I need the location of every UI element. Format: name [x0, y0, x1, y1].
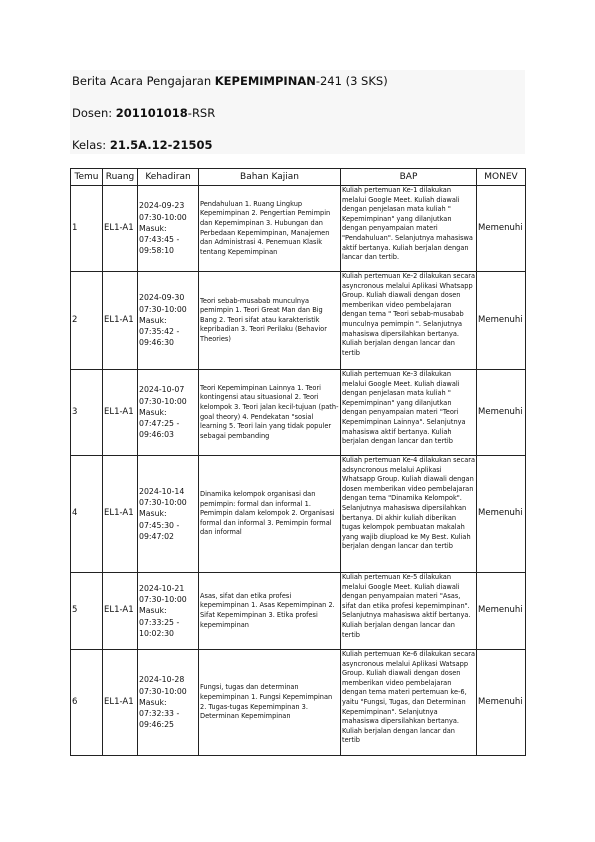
- cell-bahan-kajian: Asas, sifat dan etika profesi kepemimpinan 1. Asas Kepemimpinan 2. Sifat Kepemimpinan 3. Etika profesi kepemimpinan: [199, 573, 341, 650]
- att-date: 2024-10-07: [139, 385, 185, 395]
- cell-bap: Kuliah pertemuan Ke-5 dilakukan melalui Google Meet. Kuliah diawali dengan penyampaian materi "Asas, sifat dan etika profesi kepemimpinan". Selanjutnya mahasiswa aktif bertanya. Kuliah berjalan dengan lancar dan tertib: [341, 573, 477, 650]
- cell-bahan-kajian: Pendahuluan 1. Ruang Lingkup Kepemimpinan 2. Pengertian Pemimpin dan Kepemimpinan 3. Hubungan dan Perbedaan Kepemimpinan, Manajemen dan Administrasi 4. Penemuan Klasik tentang Kepemimpinan: [199, 186, 341, 272]
- lecturer-code: 201101018: [115, 106, 188, 120]
- cell-monev: Memenuhi: [477, 650, 526, 756]
- cell-ruang: EL1-A1: [103, 650, 138, 756]
- table-row: [71, 272, 526, 370]
- att-masuk: 07:33:25 -: [139, 617, 180, 627]
- table-header-row: [71, 169, 526, 186]
- cell-bahan-kajian: Teori sebab-musabab munculnya pemimpin 1. Teori Great Man dan Big Bang 2. Teori sifat atau karakteristik kepribadian 3. Teori Perilaku (Behavior Theories): [199, 272, 341, 370]
- cell-ruang: EL1-A1: [103, 573, 138, 650]
- cell-kehadiran: [138, 272, 199, 370]
- att-date: 2024-10-28: [139, 675, 185, 685]
- cell-bahan-kajian: Dinamika kelompok organisasi dan pemimpin: formal dan informal 1. Pemimpin dalam kelompok 2. Organisasi formal dan informal 3. Pemimpin formal dan informal: [199, 456, 341, 573]
- lecturer-line: [72, 106, 215, 120]
- cell-monev: Memenuhi: [477, 456, 526, 573]
- att-time: 07:30-10:00: [139, 686, 187, 696]
- col-header-bap: BAP: [341, 169, 477, 186]
- cell-bap: Kuliah pertemuan Ke-1 dilakukan melalui Google Meet. Kuliah diawali dengan penjelasan mata kuliah " Kepemimpinan" yang dilanjutkan dengan penyampaian materi "Pendahuluan". Selanjutnya mahasiswa aktif bertanya. Kuliah berjalan dengan lancar dan tertib.: [341, 186, 477, 272]
- cell-bap: Kuliah pertemuan Ke-2 dilakukan secara asyncronous melalui Aplikasi Whatsapp Group. Kuliah diawali dengan dosen memberikan video pembelajaran dengan tema " Teori sebab-musabab munculnya pemimpin ". Selanjutnya mahasiswa dipersilahkan bertanya. Kuliah berjalan dengan lancar dan tertib: [341, 272, 477, 370]
- cell-temu: 3: [71, 370, 103, 456]
- course-title: [72, 74, 388, 88]
- document-header: [70, 70, 525, 154]
- att-keluar: 09:47:02: [139, 531, 175, 541]
- cell-kehadiran: [138, 573, 199, 650]
- table-row: [71, 186, 526, 272]
- table-row: [71, 650, 526, 756]
- col-header-bahan-kajian: Bahan Kajian: [199, 169, 341, 186]
- cell-monev: Memenuhi: [477, 370, 526, 456]
- att-masuk: 07:43:45 -: [139, 235, 180, 245]
- col-header-ruang: Ruang: [103, 169, 138, 186]
- att-masuk: 07:47:25 -: [139, 419, 180, 429]
- cell-ruang: EL1-A1: [103, 272, 138, 370]
- att-masuk: 07:32:33 -: [139, 709, 180, 719]
- cell-temu: 4: [71, 456, 103, 573]
- att-masuk-label: Masuk:: [139, 697, 167, 707]
- class-code: 21.5A.12-21505: [109, 138, 213, 152]
- cell-ruang: EL1-A1: [103, 186, 138, 272]
- cell-temu: 5: [71, 573, 103, 650]
- class-line: [72, 138, 212, 152]
- col-header-kehadiran: Kehadiran: [138, 169, 199, 186]
- cell-kehadiran: [138, 650, 199, 756]
- table-row: [71, 456, 526, 573]
- cell-monev: Memenuhi: [477, 573, 526, 650]
- att-keluar: 09:46:30: [139, 338, 175, 348]
- att-time: 07:30-10:00: [139, 498, 187, 508]
- table-row: [71, 573, 526, 650]
- att-masuk-label: Masuk:: [139, 509, 167, 519]
- cell-bahan-kajian: Teori Kepemimpinan Lainnya 1. Teori kontingensi atau situasional 2. Teori kelompok 3. Teori jalan kecil-tujuan (path-goal theory) 4. Pendekatan "sosial learning 5. Teori lain yang tidak populer sebagai pembanding: [199, 370, 341, 456]
- att-masuk: 07:45:30 -: [139, 520, 180, 530]
- att-keluar: 09:46:03: [139, 430, 175, 440]
- cell-kehadiran: [138, 456, 199, 573]
- cell-monev: Memenuhi: [477, 272, 526, 370]
- att-masuk-label: Masuk:: [139, 223, 167, 233]
- att-masuk-label: Masuk:: [139, 315, 167, 325]
- cell-temu: 1: [71, 186, 103, 272]
- teaching-log-table: [70, 168, 526, 756]
- att-date: 2024-10-21: [139, 583, 185, 593]
- table-row: [71, 370, 526, 456]
- cell-bap: Kuliah pertemuan Ke-6 dilakukan secara asyncronous melalui Aplikasi Watsapp Group. Kuliah diawali dengan dosen memberikan video pembelajaran dengan tema materi pertemuan ke-6, yaitu "Fungsi, Tugas, dan Determinan Kepemimpinan". Selanjutnya mahasiswa dipersilahkan bertanya. Kuliah berjalan dengan lancar dan tertib: [341, 650, 477, 756]
- att-date: 2024-09-30: [139, 293, 185, 303]
- att-date: 2024-09-23: [139, 201, 185, 211]
- class-label: Kelas:: [72, 138, 110, 152]
- course-title-suffix: -241 (3 SKS): [315, 74, 388, 88]
- att-masuk-label: Masuk:: [139, 606, 167, 616]
- cell-kehadiran: [138, 370, 199, 456]
- col-header-temu: Temu: [71, 169, 103, 186]
- att-time: 07:30-10:00: [139, 304, 187, 314]
- cell-monev: Memenuhi: [477, 186, 526, 272]
- cell-bahan-kajian: Fungsi, tugas dan determinan kepemimpinan 1. Fungsi Kepemimpinan 2. Tugas-tugas Kepemimpinan 3. Determinan Kepemimpinan: [199, 650, 341, 756]
- lecturer-suffix: -RSR: [187, 106, 216, 120]
- att-time: 07:30-10:00: [139, 595, 187, 605]
- cell-temu: 2: [71, 272, 103, 370]
- att-time: 07:30-10:00: [139, 396, 187, 406]
- cell-ruang: EL1-A1: [103, 456, 138, 573]
- att-keluar: 10:02:30: [139, 628, 175, 638]
- att-masuk: 07:35:42 -: [139, 327, 180, 337]
- att-date: 2024-10-14: [139, 486, 185, 496]
- cell-bap: Kuliah pertemuan Ke-3 dilakukan melalui Google Meet. Kuliah diawali dengan penjelasan mata kuliah " Kepemimpinan" yang dilanjutkan dengan penyampaian materi "Teori Kepemimpinan Lainnya". Selanjutnya mahasiswa aktif bertanya. Kuliah berjalan dengan lancar dan tertib: [341, 370, 477, 456]
- att-keluar: 09:58:10: [139, 246, 175, 256]
- lecturer-label: Dosen:: [72, 106, 116, 120]
- cell-temu: 6: [71, 650, 103, 756]
- course-title-prefix: Berita Acara Pengajaran: [72, 74, 215, 88]
- course-name: KEPEMIMPINAN: [214, 74, 316, 88]
- cell-bap: Kuliah pertemuan Ke-4 dilakukan secara adsyncronous melalui Aplikasi Whatsapp Group. Kuliah diawali dengan dosen memberikan video pembelajaran dengan tema "Dinamika Kelompok". Selanjutnya mahasiswa dipersilahkan bertanya. Di akhir kuliah diberikan tugas kelompok pembuatan makalah yang wajib diupload ke My Best. Kuliah berjalan dengan lancar dan tertib: [341, 456, 477, 573]
- att-keluar: 09:46:25: [139, 720, 175, 730]
- att-masuk-label: Masuk:: [139, 407, 167, 417]
- col-header-monev: MONEV: [477, 169, 526, 186]
- att-time: 07:30-10:00: [139, 212, 187, 222]
- cell-ruang: EL1-A1: [103, 370, 138, 456]
- cell-kehadiran: [138, 186, 199, 272]
